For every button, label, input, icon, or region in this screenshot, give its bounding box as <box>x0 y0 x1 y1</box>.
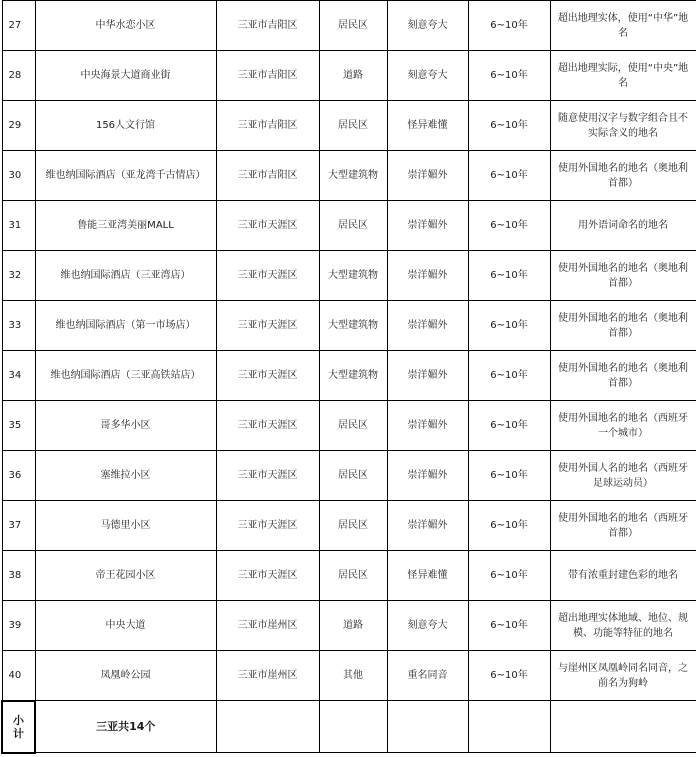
remark-cell: 随意使用汉字与数字组合且不实际含义的地名 <box>550 101 696 151</box>
remark-cell: 与崖州区凤凰岭同名同音，之前名为狗岭 <box>550 651 696 701</box>
row-index-cell: 34 <box>2 351 35 401</box>
place-type-cell: 居民区 <box>319 1 387 51</box>
remark-cell: 超出地理实体，使用“中华”地名 <box>550 1 696 51</box>
time-period-cell: 6~10年 <box>468 251 550 301</box>
place-type-cell: 居民区 <box>319 451 387 501</box>
district-cell: 三亚市吉阳区 <box>216 1 319 51</box>
naming-issues-table <box>1 0 696 754</box>
issue-type-cell: 崇洋媚外 <box>387 301 468 351</box>
row-index-cell: 35 <box>2 401 35 451</box>
issue-type-cell: 崇洋媚外 <box>387 251 468 301</box>
issue-type-cell: 刻意夸大 <box>387 1 468 51</box>
issue-type-cell: 重名同音 <box>387 651 468 701</box>
remark-cell: 带有浓重封建色彩的地名 <box>550 551 696 601</box>
row-index-cell: 38 <box>2 551 35 601</box>
place-name-cell: 中央海景大道商业街 <box>35 51 216 101</box>
district-cell: 三亚市吉阳区 <box>216 51 319 101</box>
table-row <box>2 51 696 101</box>
table-row <box>2 551 696 601</box>
district-cell: 三亚市天涯区 <box>216 351 319 401</box>
remark-cell: 使用外国地名的地名（奥地利首都） <box>550 351 696 401</box>
issue-type-cell: 怪异难懂 <box>387 101 468 151</box>
district-cell: 三亚市崖州区 <box>216 651 319 701</box>
remark-cell: 超出地理实体地域、地位、规模、功能等特征的地名 <box>550 601 696 651</box>
subtotal-empty-cell <box>387 701 468 753</box>
place-name-cell: 维也纳国际酒店（三亚湾店） <box>35 251 216 301</box>
subtotal-label-bottom: 计 <box>13 726 24 740</box>
place-name-cell: 哥多华小区 <box>35 401 216 451</box>
row-index-cell: 31 <box>2 201 35 251</box>
place-name-cell: 鲁能三亚湾美丽MALL <box>35 201 216 251</box>
issue-type-cell: 崇洋媚外 <box>387 201 468 251</box>
place-name-cell: 马德里小区 <box>35 501 216 551</box>
place-name-cell: 凤凰岭公园 <box>35 651 216 701</box>
place-name-cell: 维也纳国际酒店（三亚高铁站店） <box>35 351 216 401</box>
issue-type-cell: 怪异难懂 <box>387 551 468 601</box>
remark-cell: 使用外国地名的地名（奥地利首都） <box>550 301 696 351</box>
district-cell: 三亚市吉阳区 <box>216 151 319 201</box>
table-row <box>2 301 696 351</box>
row-index-cell: 36 <box>2 451 35 501</box>
subtotal-row <box>2 701 696 753</box>
issue-type-cell: 崇洋媚外 <box>387 451 468 501</box>
subtotal-label-cell <box>2 701 35 753</box>
place-type-cell: 道路 <box>319 601 387 651</box>
table-body <box>2 1 696 701</box>
district-cell: 三亚市天涯区 <box>216 251 319 301</box>
place-name-cell: 中华水恋小区 <box>35 1 216 51</box>
time-period-cell: 6~10年 <box>468 101 550 151</box>
place-type-cell: 大型建筑物 <box>319 301 387 351</box>
row-index-cell: 30 <box>2 151 35 201</box>
district-cell: 三亚市吉阳区 <box>216 101 319 151</box>
subtotal-empty-cell <box>216 701 319 753</box>
district-cell: 三亚市天涯区 <box>216 451 319 501</box>
remark-cell: 使用外国地名的地名（西班牙一个城市） <box>550 401 696 451</box>
subtotal-text: 三亚共14个 <box>35 701 216 753</box>
row-index-cell: 28 <box>2 51 35 101</box>
subtotal-empty-cell <box>550 701 696 753</box>
time-period-cell: 6~10年 <box>468 501 550 551</box>
row-index-cell: 39 <box>2 601 35 651</box>
place-name-cell: 维也纳国际酒店（第一市场店） <box>35 301 216 351</box>
place-type-cell: 大型建筑物 <box>319 251 387 301</box>
table-row <box>2 501 696 551</box>
district-cell: 三亚市天涯区 <box>216 401 319 451</box>
time-period-cell: 6~10年 <box>468 651 550 701</box>
place-type-cell: 居民区 <box>319 401 387 451</box>
remark-cell: 使用外国地名的地名（奥地利首都） <box>550 251 696 301</box>
district-cell: 三亚市天涯区 <box>216 201 319 251</box>
row-index-cell: 33 <box>2 301 35 351</box>
table-row <box>2 151 696 201</box>
place-name-cell: 帝王花园小区 <box>35 551 216 601</box>
remark-cell: 使用外国人名的地名（西班牙足球运动员） <box>550 451 696 501</box>
time-period-cell: 6~10年 <box>468 601 550 651</box>
subtotal-empty-cell <box>319 701 387 753</box>
district-cell: 三亚市天涯区 <box>216 551 319 601</box>
place-type-cell: 其他 <box>319 651 387 701</box>
issue-type-cell: 崇洋媚外 <box>387 151 468 201</box>
table-row <box>2 601 696 651</box>
issue-type-cell: 崇洋媚外 <box>387 401 468 451</box>
time-period-cell: 6~10年 <box>468 301 550 351</box>
remark-cell: 用外语词命名的地名 <box>550 201 696 251</box>
table-row <box>2 201 696 251</box>
place-name-cell: 维也纳国际酒店（亚龙湾千古情店） <box>35 151 216 201</box>
place-type-cell: 居民区 <box>319 201 387 251</box>
table-row <box>2 651 696 701</box>
time-period-cell: 6~10年 <box>468 51 550 101</box>
time-period-cell: 6~10年 <box>468 401 550 451</box>
issue-type-cell: 崇洋媚外 <box>387 501 468 551</box>
issue-type-cell: 刻意夸大 <box>387 601 468 651</box>
table-row <box>2 1 696 51</box>
place-type-cell: 道路 <box>319 51 387 101</box>
row-index-cell: 29 <box>2 101 35 151</box>
time-period-cell: 6~10年 <box>468 151 550 201</box>
district-cell: 三亚市崖州区 <box>216 601 319 651</box>
row-index-cell: 32 <box>2 251 35 301</box>
table-row <box>2 401 696 451</box>
district-cell: 三亚市天涯区 <box>216 501 319 551</box>
subtotal-label-top: 小 <box>13 713 24 727</box>
table-row <box>2 101 696 151</box>
place-type-cell: 居民区 <box>319 101 387 151</box>
row-index-cell: 27 <box>2 1 35 51</box>
place-name-cell: 156人文行馆 <box>35 101 216 151</box>
issue-type-cell: 崇洋媚外 <box>387 351 468 401</box>
table-row <box>2 251 696 301</box>
remark-cell: 超出地理实际，使用“中央”地名 <box>550 51 696 101</box>
time-period-cell: 6~10年 <box>468 551 550 601</box>
row-index-cell: 40 <box>2 651 35 701</box>
place-type-cell: 大型建筑物 <box>319 151 387 201</box>
place-type-cell: 居民区 <box>319 501 387 551</box>
time-period-cell: 6~10年 <box>468 201 550 251</box>
table-row <box>2 351 696 401</box>
place-type-cell: 大型建筑物 <box>319 351 387 401</box>
table-row <box>2 451 696 501</box>
row-index-cell: 37 <box>2 501 35 551</box>
time-period-cell: 6~10年 <box>468 351 550 401</box>
time-period-cell: 6~10年 <box>468 1 550 51</box>
place-name-cell: 中央大道 <box>35 601 216 651</box>
subtotal-empty-cell <box>468 701 550 753</box>
issue-type-cell: 刻意夸大 <box>387 51 468 101</box>
time-period-cell: 6~10年 <box>468 451 550 501</box>
district-cell: 三亚市天涯区 <box>216 301 319 351</box>
remark-cell: 使用外国地名的地名（西班牙首都） <box>550 501 696 551</box>
place-type-cell: 居民区 <box>319 551 387 601</box>
place-name-cell: 塞维拉小区 <box>35 451 216 501</box>
remark-cell: 使用外国地名的地名（奥地利首都） <box>550 151 696 201</box>
